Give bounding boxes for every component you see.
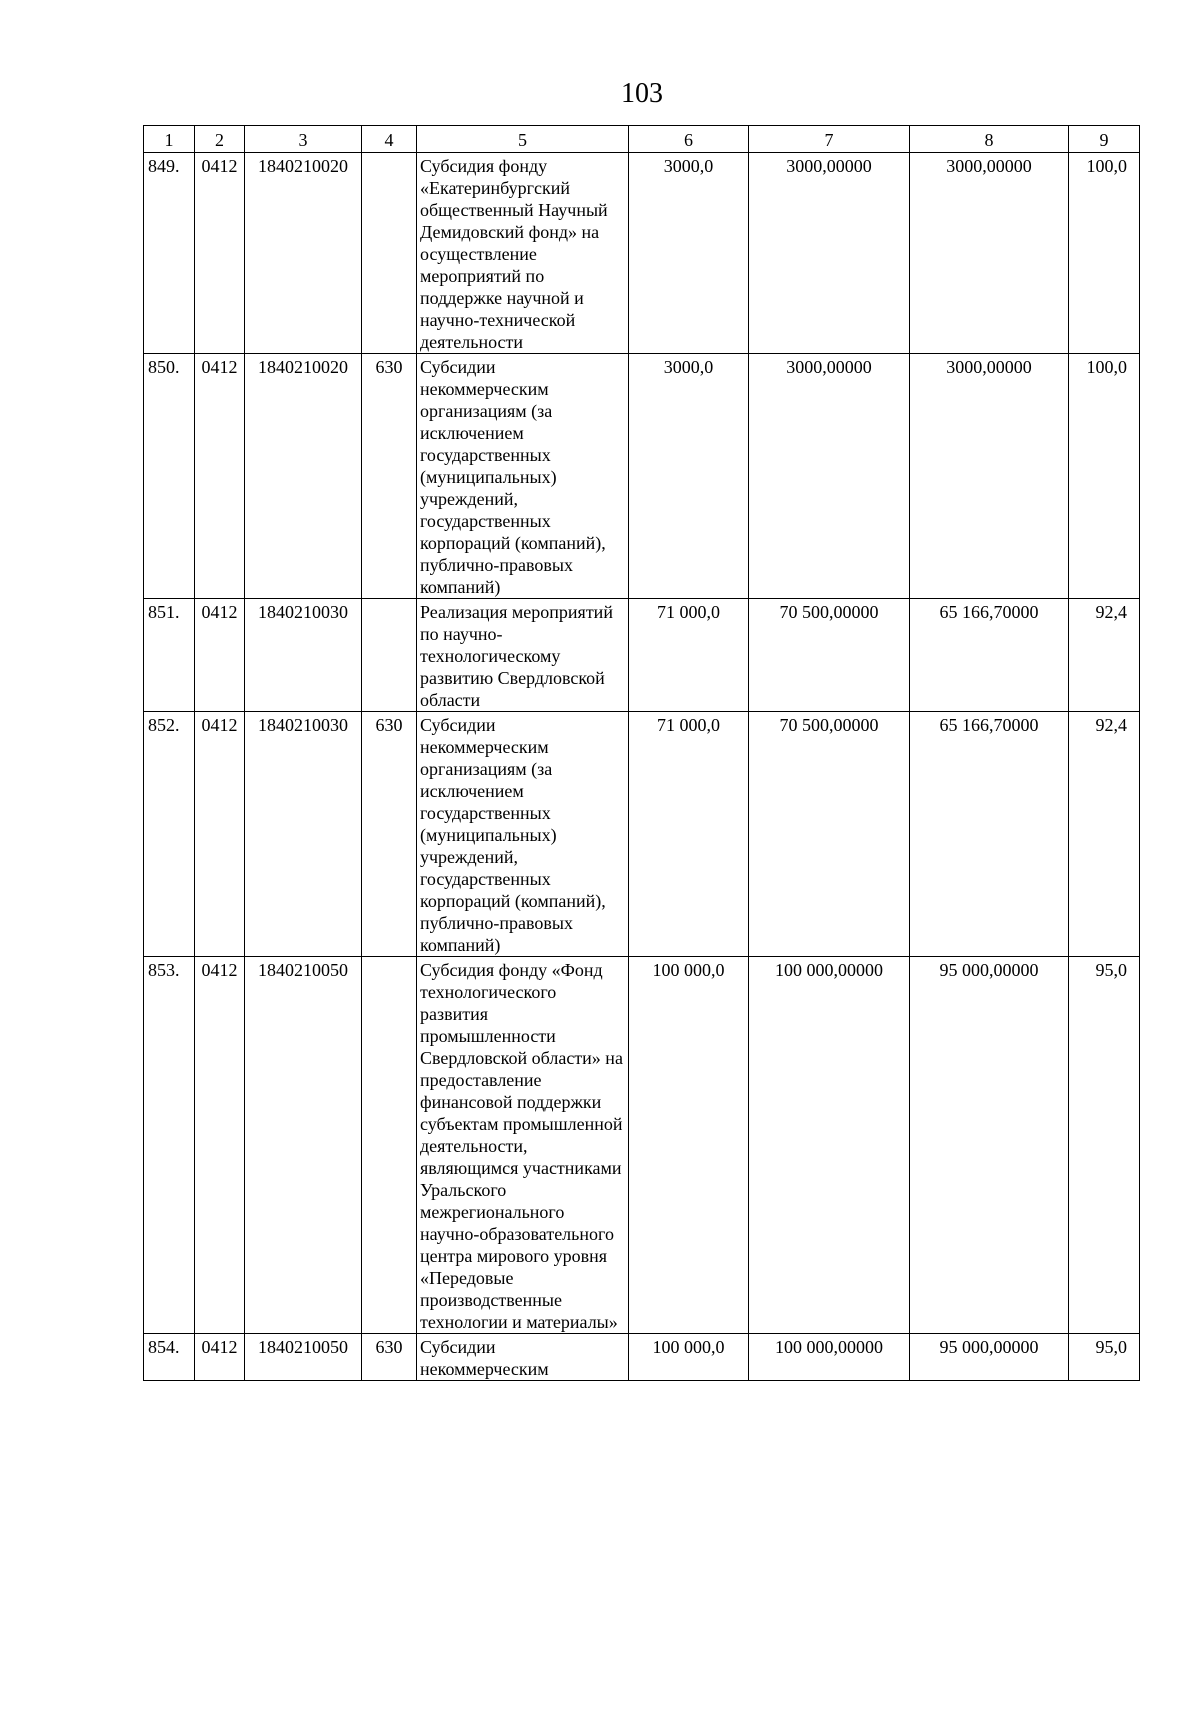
row-number: 854. bbox=[144, 1334, 195, 1381]
expense-type-code bbox=[362, 153, 417, 354]
target-article-code: 1840210030 bbox=[245, 599, 362, 712]
section-code: 0412 bbox=[195, 1334, 245, 1381]
amount-col6: 71 000,0 bbox=[629, 599, 749, 712]
target-article-code: 1840210020 bbox=[245, 153, 362, 354]
amount-col7: 3000,00000 bbox=[749, 354, 910, 599]
amount-col8: 3000,00000 bbox=[910, 354, 1069, 599]
expense-type-code bbox=[362, 957, 417, 1334]
column-header: 4 bbox=[362, 126, 417, 153]
row-description: Субсидия фонду «Фонд технологического развития промышленности Свердловской области» на предоставление финансовой поддержки субъектам промышленной деятельности, являющимся участниками Уральского межрегионального научно-образовательного центра мирового уровня «Передовые производственные технологии и материалы» bbox=[417, 957, 629, 1334]
table-row bbox=[144, 1334, 1140, 1381]
table-row bbox=[144, 957, 1140, 1334]
amount-col8: 65 166,70000 bbox=[910, 599, 1069, 712]
target-article-code: 1840210030 bbox=[245, 712, 362, 957]
column-header: 5 bbox=[417, 126, 629, 153]
amount-col8: 65 166,70000 bbox=[910, 712, 1069, 957]
row-description: Реализация мероприятий по научно-технологическому развитию Свердловской области bbox=[417, 599, 629, 712]
table-row bbox=[144, 153, 1140, 354]
row-number: 850. bbox=[144, 354, 195, 599]
row-description: Субсидии некоммерческим организациям (за исключением государственных (муниципальных) учреждений, государственных корпораций (компаний), публично-правовых компаний) bbox=[417, 354, 629, 599]
expense-type-code bbox=[362, 599, 417, 712]
amount-col7: 70 500,00000 bbox=[749, 712, 910, 957]
amount-col7: 100 000,00000 bbox=[749, 957, 910, 1334]
column-header: 8 bbox=[910, 126, 1069, 153]
section-code: 0412 bbox=[195, 712, 245, 957]
amount-col7: 3000,00000 bbox=[749, 153, 910, 354]
target-article-code: 1840210020 bbox=[245, 354, 362, 599]
section-code: 0412 bbox=[195, 957, 245, 1334]
amount-col8: 95 000,00000 bbox=[910, 1334, 1069, 1381]
column-header: 2 bbox=[195, 126, 245, 153]
row-number: 849. bbox=[144, 153, 195, 354]
table-row bbox=[144, 354, 1140, 599]
percent-col9: 92,4 bbox=[1069, 712, 1140, 957]
amount-col6: 100 000,0 bbox=[629, 957, 749, 1334]
amount-col7: 100 000,00000 bbox=[749, 1334, 910, 1381]
section-code: 0412 bbox=[195, 153, 245, 354]
page-number: 103 bbox=[621, 78, 663, 109]
percent-col9: 95,0 bbox=[1069, 1334, 1140, 1381]
percent-col9: 100,0 bbox=[1069, 354, 1140, 599]
amount-col6: 100 000,0 bbox=[629, 1334, 749, 1381]
row-number: 851. bbox=[144, 599, 195, 712]
budget-table bbox=[143, 125, 1140, 1381]
expense-type-code: 630 bbox=[362, 712, 417, 957]
target-article-code: 1840210050 bbox=[245, 1334, 362, 1381]
expense-type-code: 630 bbox=[362, 1334, 417, 1381]
section-code: 0412 bbox=[195, 599, 245, 712]
row-number: 852. bbox=[144, 712, 195, 957]
section-code: 0412 bbox=[195, 354, 245, 599]
column-header: 3 bbox=[245, 126, 362, 153]
column-header: 6 bbox=[629, 126, 749, 153]
percent-col9: 95,0 bbox=[1069, 957, 1140, 1334]
row-number: 853. bbox=[144, 957, 195, 1334]
amount-col6: 3000,0 bbox=[629, 354, 749, 599]
table-row bbox=[144, 712, 1140, 957]
amount-col8: 3000,00000 bbox=[910, 153, 1069, 354]
amount-col8: 95 000,00000 bbox=[910, 957, 1069, 1334]
amount-col6: 71 000,0 bbox=[629, 712, 749, 957]
row-description: Субсидии некоммерческим bbox=[417, 1334, 629, 1381]
amount-col6: 3000,0 bbox=[629, 153, 749, 354]
amount-col7: 70 500,00000 bbox=[749, 599, 910, 712]
column-header: 1 bbox=[144, 126, 195, 153]
column-header: 7 bbox=[749, 126, 910, 153]
row-description: Субсидия фонду «Екатеринбургский общественный Научный Демидовский фонд» на осуществление мероприятий по поддержке научной и научно-технической деятельности bbox=[417, 153, 629, 354]
column-header: 9 bbox=[1069, 126, 1140, 153]
row-description: Субсидии некоммерческим организациям (за исключением государственных (муниципальных) учреждений, государственных корпораций (компаний), публично-правовых компаний) bbox=[417, 712, 629, 957]
header-row bbox=[144, 126, 1140, 153]
target-article-code: 1840210050 bbox=[245, 957, 362, 1334]
percent-col9: 100,0 bbox=[1069, 153, 1140, 354]
table-row bbox=[144, 599, 1140, 712]
percent-col9: 92,4 bbox=[1069, 599, 1140, 712]
expense-type-code: 630 bbox=[362, 354, 417, 599]
